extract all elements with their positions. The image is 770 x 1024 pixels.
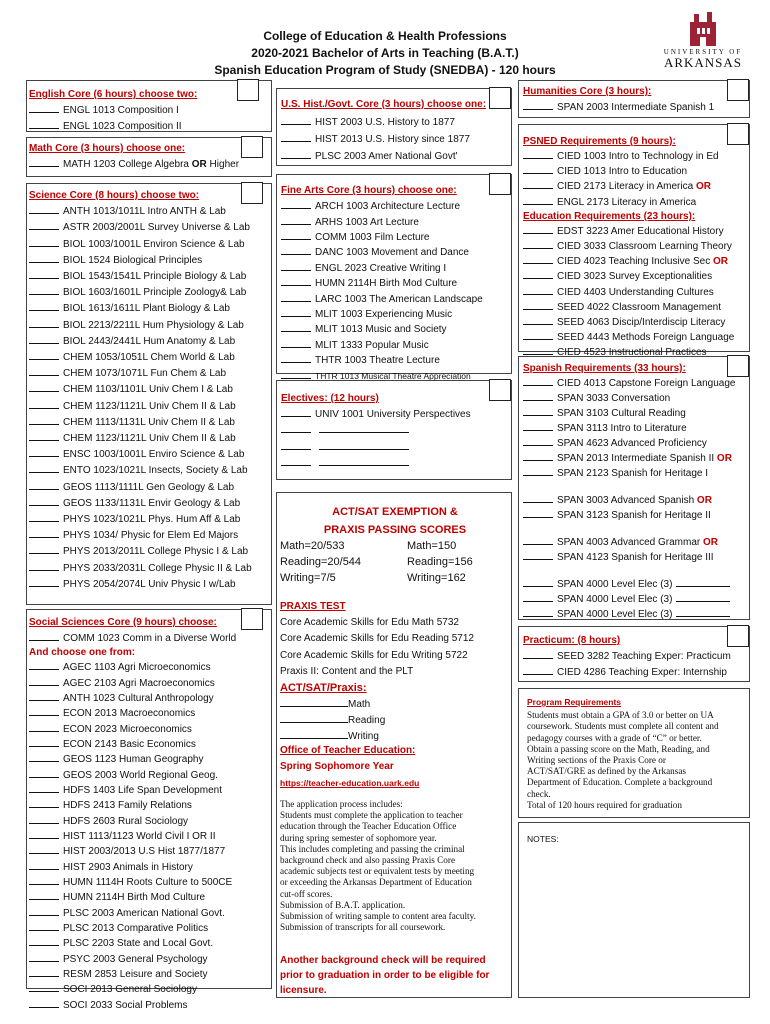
document-header <box>0 28 770 79</box>
score-row: Reading=20/544 Reading=156 <box>280 556 473 568</box>
warning-line: prior to graduation in order to be eligible for <box>280 970 490 981</box>
list-item: THTR 1013 Musical Theatre Appreciation <box>281 369 483 384</box>
elective-blank[interactable] <box>281 440 471 456</box>
list-item: ANTH 1013/1011L Intro ANTH & Lab <box>29 204 252 220</box>
list-item: ARCH 1003 Architecture Lecture <box>281 199 483 214</box>
list-item: SPAN 4003 Advanced Grammar OR <box>523 535 735 550</box>
praxis-item: Core Academic Skills for Edu Reading 5712 <box>280 633 474 645</box>
list-item: ASTR 2003/2001L Survey Universe & Lab <box>29 220 252 236</box>
process-line: Submission of writing sample to content area faculty. <box>280 911 476 922</box>
actsat-field[interactable]: Writing <box>280 729 474 745</box>
actsat-field[interactable]: Math <box>280 697 474 713</box>
list-item: SPAN 3123 Spanish for Heritage II <box>523 508 735 523</box>
program-line: Writing sections of the Praxis Core or <box>527 755 666 766</box>
list-item: CHEM 1073/1071L Fun Chem & Lab <box>29 366 252 382</box>
warning-line: Another background check will be required <box>280 955 486 966</box>
english-core-box <box>26 80 272 132</box>
process-line: background check and also passing Praxis Core <box>280 855 456 866</box>
list-item: BIOL 1543/1541L Principle Biology & Lab <box>29 269 252 285</box>
list-item: COMM 1023 Comm in a Diverse World <box>29 631 236 646</box>
list-item: MLIT 1013 Music and Society <box>281 322 483 337</box>
list-item: ECON 2013 Macroeconomics <box>29 706 236 721</box>
program-line: Students must obtain a GPA of 3.0 or better on UA <box>527 710 714 721</box>
list-item: SPAN 4123 Spanish for Heritage III <box>523 550 735 565</box>
process-line: during spring semester of sophomore year. <box>280 832 437 843</box>
process-line: education through the Teacher Education Office <box>280 821 457 832</box>
logo-arkansas-text: ARKANSAS <box>663 55 743 70</box>
university-logo <box>662 12 744 69</box>
list-item: HUMN 2114H Birth Mod Culture <box>29 890 236 905</box>
ushist-core-checkbox[interactable] <box>489 87 511 109</box>
list-item: SPAN 4000 Level Elec (3) <box>523 607 735 622</box>
list-item: COMM 1003 Film Lecture <box>281 230 483 245</box>
psned-box <box>518 124 750 359</box>
list-item: ENGL 2023 Creative Writing I <box>281 261 483 276</box>
score-row: Math=20/533 Math=150 <box>280 540 457 552</box>
warning-line: licensure. <box>280 985 327 996</box>
act-praxis-box <box>276 492 512 998</box>
notes-title: NOTES: <box>527 834 559 844</box>
list-item: MATH 1203 College Algebra OR Higher <box>29 157 239 173</box>
list-item: MLIT 1003 Experiencing Music <box>281 307 483 322</box>
score-table <box>280 538 473 586</box>
list-item: HIST 1113/1123 World Civil I OR II <box>29 829 236 844</box>
practicum-box <box>518 626 750 682</box>
finearts-core-title: Fine Arts Core (3 hours) choose one: <box>281 185 457 196</box>
application-process <box>280 799 476 933</box>
electives-box <box>276 380 512 480</box>
social-core-title: Social Sciences Core (9 hours) choose: <box>29 617 217 628</box>
list-item: SPAN 4000 Level Elec (3) <box>523 577 735 592</box>
math-core-checkbox[interactable] <box>241 136 263 158</box>
list-item: GEOS 1133/1131L Envir Geology & Lab <box>29 496 252 512</box>
process-line: This includes completing and passing the criminal <box>280 843 465 854</box>
program-line: pedagogy courses with a grade of “C” or better. <box>527 732 702 743</box>
praxis-item: Core Academic Skills for Edu Writing 5722 <box>280 649 468 661</box>
list-item: PSYC 2003 General Psychology <box>29 952 236 967</box>
list-item: SPAN 4000 Level Elec (3) <box>523 592 735 607</box>
logo-university-text: UNIVERSITY OF <box>663 48 743 56</box>
program-line: check. <box>527 788 551 799</box>
list-item: PHYS 1034/ Physic for Elem Ed Majors <box>29 528 252 544</box>
list-item: SPAN 3103 Cultural Reading <box>523 406 735 421</box>
list-item: DANC 1003 Movement and Dance <box>281 245 483 260</box>
program-requirements-box <box>518 688 750 818</box>
psned-title: PSNED Requirements (9 hours): <box>523 136 676 147</box>
list-item: ENTO 1023/1021L Insects, Society & Lab <box>29 463 252 479</box>
list-item: EDST 3223 Amer Educational History <box>523 224 734 239</box>
process-line: or exceeding the Arkansas Department of Education <box>280 877 472 888</box>
list-item: ECON 2023 Microeconomics <box>29 722 236 737</box>
list-item: SPAN 3003 Advanced Spanish OR <box>523 493 735 508</box>
list-item: SOCI 2013 General Sociology <box>29 982 236 997</box>
list-item: AGEC 2103 Agri Macroeconomics <box>29 676 236 691</box>
list-item: SPAN 2123 Spanish for Heritage I <box>523 466 735 481</box>
list-item: MLIT 1333 Popular Music <box>281 338 483 353</box>
list-item: LARC 1003 The American Landscape <box>281 292 483 307</box>
list-item: ARHS 1003 Art Lecture <box>281 215 483 230</box>
list-item: AGEC 1103 Agri Microeconomics <box>29 660 236 675</box>
list-item: HDFS 2603 Rural Sociology <box>29 814 236 829</box>
list-item: GEOS 2003 World Regional Geog. <box>29 768 236 783</box>
humanities-title: Humanities Core (3 hours): <box>523 86 652 97</box>
list-item: GEOS 1113/1111L Gen Geology & Lab <box>29 480 252 496</box>
list-item: PHYS 2033/2031L College Physic II & Lab <box>29 561 252 577</box>
list-item: ENSC 1003/1001L Enviro Science & Lab <box>29 447 252 463</box>
program-title: Program Requirements <box>527 697 621 707</box>
list-item: HIST 2003/2013 U.S Hist 1877/1877 <box>29 844 236 859</box>
list-item: UNIV 1001 University Perspectives <box>281 407 471 423</box>
list-item: CIED 3033 Classroom Learning Theory <box>523 239 734 254</box>
social-core-checkbox[interactable] <box>241 608 263 630</box>
list-item: SOCI 2033 Social Problems <box>29 998 236 1013</box>
humanities-core-checkbox[interactable] <box>727 79 749 101</box>
praxis-item: Core Academic Skills for Edu Math 5732 <box>280 617 459 629</box>
actsat-field[interactable]: Reading <box>280 713 474 729</box>
elective-blank[interactable] <box>281 423 471 439</box>
header-college: College of Education & Health Professions <box>263 29 507 43</box>
list-item: SEED 4443 Methods Foreign Language <box>523 330 734 345</box>
header-degree: 2020-2021 Bachelor of Arts in Teaching (B.A.T.) <box>251 46 519 60</box>
finearts-core-checkbox[interactable] <box>489 173 511 195</box>
list-item: CIED 4523 Instructional Practices <box>523 345 734 360</box>
practicum-title: Practicum: (8 hours) <box>523 635 621 646</box>
list-item: SPAN 3113 Intro to Literature <box>523 421 735 436</box>
education-title: Education Requirements (23 hours): <box>523 210 696 222</box>
list-item: PHYS 2054/2074L Univ Physic I w/Lab <box>29 577 252 593</box>
list-item: BIOL 1613/1611L Plant Biology & Lab <box>29 301 252 317</box>
ushist-core-box <box>276 88 512 166</box>
english-core-title: English Core (6 hours) choose two: <box>29 89 198 100</box>
list-item: CIED 4023 Teaching Inclusive Sec OR <box>523 254 734 269</box>
list-item: SEED 4063 Discip/Interdiscip Literacy <box>523 315 734 330</box>
list-item: CHEM 1113/1131L Univ Chem II & Lab <box>29 415 252 431</box>
list-item: RESM 2853 Leisure and Society <box>29 967 236 982</box>
list-item: SEED 3282 Teaching Exper: Practicum <box>523 649 731 665</box>
list-item: CIED 4403 Understanding Cultures <box>523 285 734 300</box>
electives-checkbox[interactable] <box>489 379 511 401</box>
list-item: HIST 2013 U.S. History since 1877 <box>281 131 486 148</box>
old-main-icon <box>688 12 718 46</box>
list-item: CHEM 1123/1121L Univ Chem II & Lab <box>29 431 252 447</box>
process-line: The application process includes: <box>280 799 403 809</box>
actsat-praxis-title: ACT/SAT/Praxis: <box>280 682 367 695</box>
praxis-item: Praxis II: Content and the PLT <box>280 665 414 677</box>
math-core-title: Math Core (3 hours) choose one: <box>29 143 186 154</box>
list-item: CHEM 1123/1121L Univ Chem II & Lab <box>29 399 252 415</box>
list-item: ENGL 1013 Composition I <box>29 103 197 119</box>
office-subtitle: Spring Sophomore Year <box>280 761 394 773</box>
program-line: Total of 120 hours required for graduation <box>527 799 682 810</box>
list-item: BIOL 1524 Biological Principles <box>29 253 252 269</box>
list-item: GEOS 1123 Human Geography <box>29 752 236 767</box>
math-core-box <box>26 137 272 177</box>
list-item: CIED 1013 Intro to Education <box>523 164 734 179</box>
process-line: Submission of transcripts for all coursework. <box>280 922 446 933</box>
list-item: PLSC 2203 State and Local Govt. <box>29 936 236 951</box>
list-item: CIED 4013 Capstone Foreign Language <box>523 376 735 391</box>
list-item: CIED 2173 Literacy in America OR <box>523 179 734 194</box>
list-item: CIED 3023 Survey Exceptionalities <box>523 269 734 284</box>
list-item: CIED 1003 Intro to Technology in Ed <box>523 149 734 164</box>
spanish-title: Spanish Requirements (33 hours): <box>523 363 686 374</box>
list-item: HDFS 2413 Family Relations <box>29 798 236 813</box>
list-item: BIOL 2213/2211L Hum Physiology & Lab <box>29 318 252 334</box>
science-core-box <box>26 183 272 605</box>
program-line: coursework. Students must complete all content and <box>527 721 719 732</box>
list-item: BIOL 1603/1601L Principle Zoology& Lab <box>29 285 252 301</box>
list-item: PHYS 2013/2011L College Physic I & Lab <box>29 544 252 560</box>
list-item: HDFS 1403 Life Span Development <box>29 783 236 798</box>
finearts-core-box <box>276 174 512 381</box>
list-item: BIOL 2443/2441L Hum Anatomy & Lab <box>29 334 252 350</box>
list-item: HIST 2003 U.S. History to 1877 <box>281 114 486 131</box>
process-line: Students must complete the application to teacher <box>280 810 463 821</box>
social-core-box <box>26 609 272 1011</box>
ushist-core-title: U.S. Hist./Govt. Core (3 hours) choose one: <box>281 99 487 110</box>
header-program: Spanish Education Program of Study (SNEDBA) - 120 hours <box>214 63 556 77</box>
score-row: Writing=7/5 Writing=162 <box>280 572 466 584</box>
list-item: PLSC 2003 American National Govt. <box>29 906 236 921</box>
social-subtitle: And choose one from: <box>29 647 136 659</box>
process-line: Submission of B.A.T. application. <box>280 899 406 910</box>
office-title: Office of Teacher Education: <box>280 745 416 756</box>
elective-blank[interactable] <box>281 456 471 472</box>
list-item: PLSC 2013 Comparative Politics <box>29 921 236 936</box>
program-line: Obtain a passing score on the Math, Reading, and <box>527 743 710 754</box>
act-title-1: ACT/SAT EXEMPTION & <box>332 506 458 518</box>
humanities-core-box <box>518 80 750 118</box>
list-item: ECON 2143 Basic Economics <box>29 737 236 752</box>
list-item: PHYS 1023/1021L Phys. Hum Aff & Lab <box>29 512 252 528</box>
process-line: academic subjects test or equivalent tests by meeting <box>280 866 475 877</box>
science-core-title: Science Core (8 hours) choose two: <box>29 190 200 201</box>
list-item: SPAN 2003 Intermediate Spanish 1 <box>523 100 714 116</box>
list-item: ANTH 1023 Cultural Anthropology <box>29 691 236 706</box>
list-item: HIST 2903 Animals in History <box>29 860 236 875</box>
list-item: ENGL 1023 Composition II <box>29 119 197 135</box>
electives-title: Electives: (12 hours) <box>281 393 379 404</box>
notes-box[interactable] <box>518 822 750 998</box>
list-item: SEED 4022 Classroom Management <box>523 300 734 315</box>
list-item: SPAN 3033 Conversation <box>523 391 735 406</box>
list-item: CIED 4286 Teaching Exper: Internship <box>523 665 731 681</box>
list-item: THTR 1003 Theatre Lecture <box>281 353 483 368</box>
act-title-2: PRAXIS PASSING SCORES <box>323 524 467 536</box>
list-item: ENGL 2173 Literacy in America <box>523 195 734 210</box>
english-core-checkbox[interactable] <box>237 79 259 101</box>
list-item: CHEM 1053/1051L Chem World & Lab <box>29 350 252 366</box>
list-item: SPAN 4623 Advanced Proficiency <box>523 436 735 451</box>
process-line: cut-off scores. <box>280 888 333 899</box>
list-item: CHEM 1103/1101L Univ Chem I & Lab <box>29 382 252 398</box>
program-line: Department of Education. Complete a background <box>527 777 713 788</box>
praxis-title: PRAXIS TEST <box>280 601 346 612</box>
office-link[interactable]: https://teacher-education.uark.edu <box>280 778 420 789</box>
list-item: SPAN 2013 Intermediate Spanish II OR <box>523 451 735 466</box>
list-item: BIOL 1003/1001L Environ Science & Lab <box>29 237 252 253</box>
list-item: PLSC 2003 Amer National Govt' <box>281 148 486 165</box>
spanish-box <box>518 356 750 620</box>
list-item: HUMN 1114H Roots Culture to 500CE <box>29 875 236 890</box>
program-line: ACT/SAT/GRE as defined by the Arkansas <box>527 766 686 777</box>
list-item: HUMN 2114H Birth Mod Culture <box>281 276 483 291</box>
